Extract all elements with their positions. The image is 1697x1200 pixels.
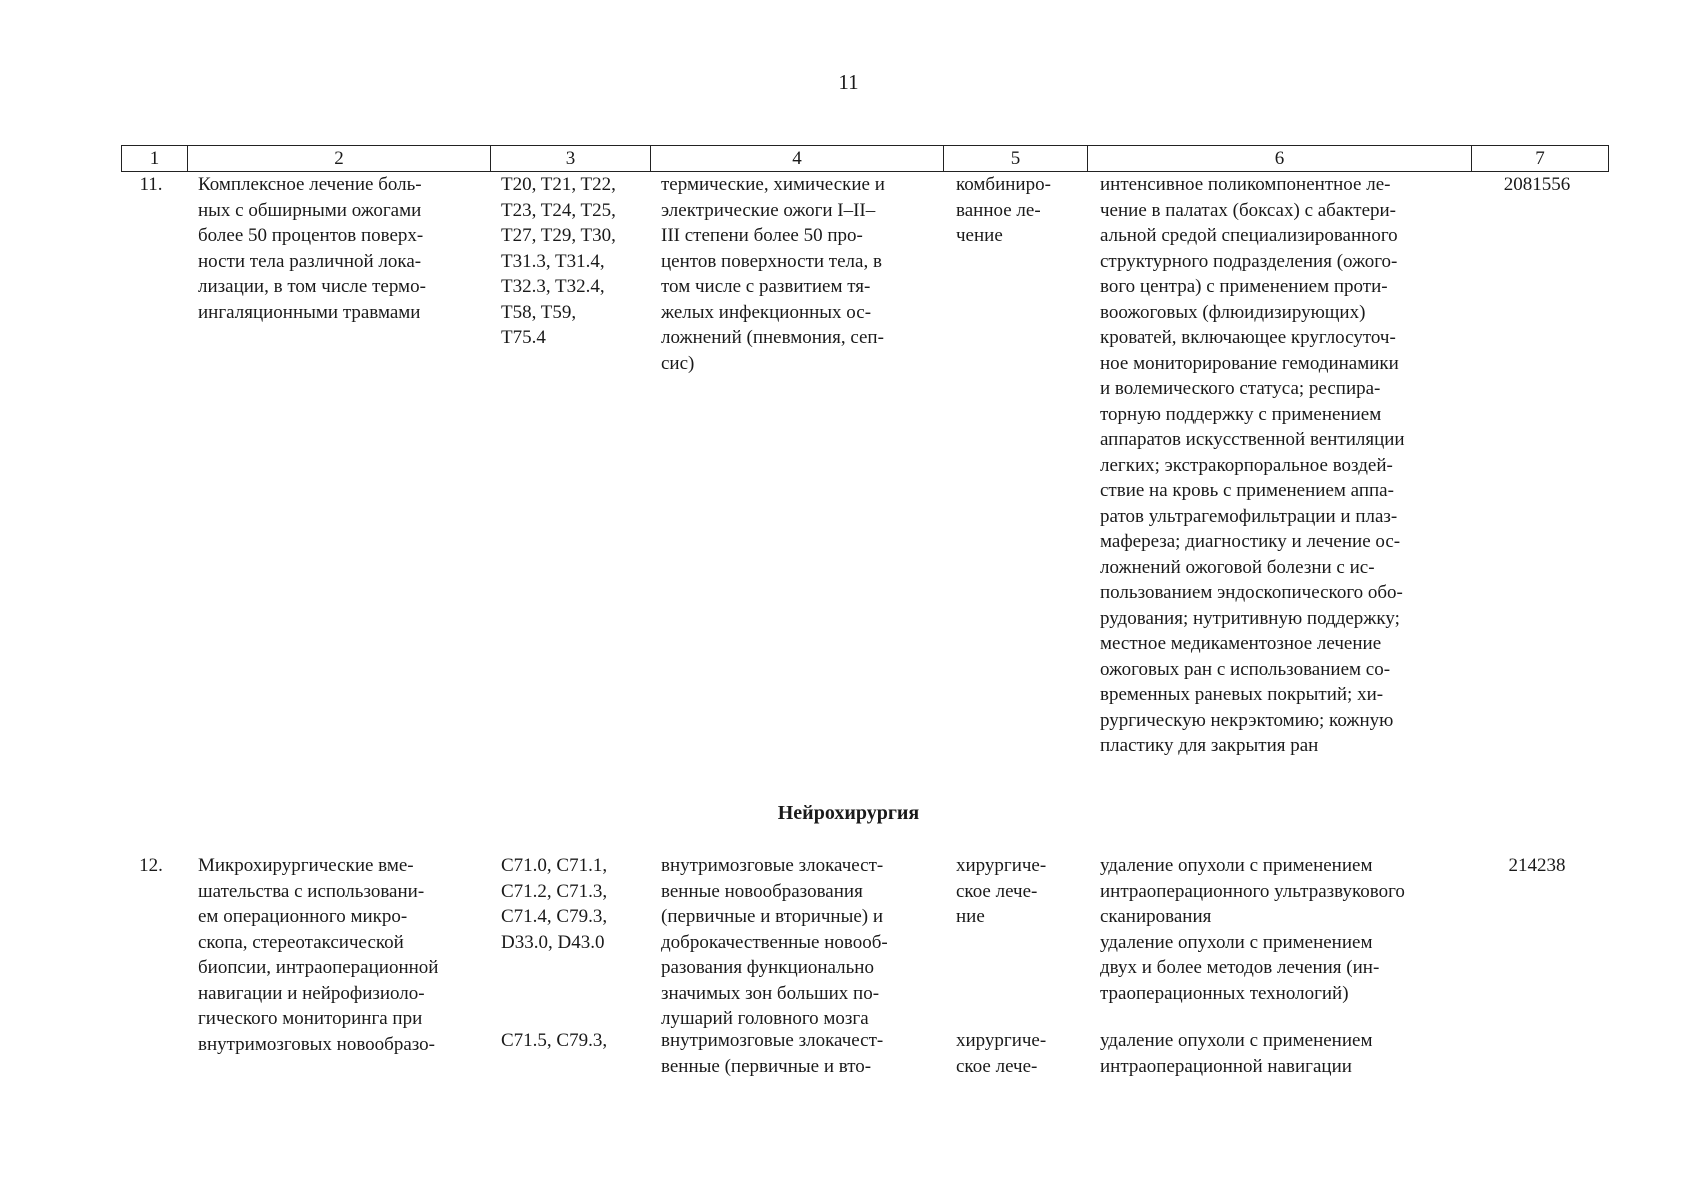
treatment-method: интенсивное поликомпонентное ле- чение в палатах (боксах) с абактери- альной средой специализированного структурного подразделения (ожого- вого центра) с применением проти- воожоговых (флюидизирующих) кроватей, включающее круглосуточ- ное мониторирование гемодинамики и волемического статуса; респира- торную поддержку с применением аппаратов искусственной вентиляции легких; экстракорпоральное воздей- ствие на кровь с применением аппа- ратов ультрагемофильтрации и плаз- мафереза; диагностику и лечение ос- ложнений ожоговой болезни с ис- пользованием эндоскопического обо- рудования; нутритивную поддержку; местное медикаментозное лечение ожоговых ран с использованием со- временных раневых покрытий; хи- рургическую некрэктомию; кожную пластику для закрытия ран [1100, 174, 1405, 756]
norm-cost: 2081556 [1503, 174, 1571, 195]
patient-model: внутримозговые злокачест- венные новообразования (первичные и вторичные) и доброкачественные новооб- разования функционально значимых зон больших по- лушарий головного мозга [661, 855, 888, 1029]
icd-codes: C71.0, C71.1, C71.2, C71.3, C71.4, C79.3, D33.0, D43.0 [501, 855, 608, 953]
treatment-type: комбиниро- ванное ле- чение [956, 174, 1051, 246]
treatment-type: хирургиче- ское лече- ние [956, 855, 1047, 927]
patient-model: внутримозговые злокачест- венные (первичные и вто- [661, 1030, 884, 1077]
row-number: 11. [139, 174, 163, 195]
icd-codes: T20, T21, T22, T23, T24, T25, T27, T29, T30, T31.3, T31.4, T32.3, T32.4, T58, T59, T75.4 [501, 174, 616, 348]
column-header-2: 2 [188, 146, 491, 172]
page-number: 11 [838, 70, 859, 94]
column-number-header [121, 145, 1609, 172]
norm-cost: 214238 [1508, 855, 1566, 876]
column-header-4: 4 [651, 146, 944, 172]
care-type-name: Комплексное лечение боль- ных с обширными ожогами более 50 процентов поверх- ности тела различной лока- лизации, в том числе термо- ингаляционными травмами [198, 174, 426, 323]
column-header-1: 1 [122, 146, 188, 172]
treatment-method: удаление опухоли с применением интраоперационного ультразвукового сканирования удаление опухоли с применением двух и более методов лечения (ин- траоперационных технологий) [1100, 855, 1405, 1004]
care-type-name: Микрохирургические вме- шательства с использовани- ем операционного микро- скопа, стереотаксической биопсии, интраоперационной навигации и нейрофизиоло- гического мониторинга при внутримозговых новообразо- [198, 855, 439, 1055]
treatment-type: хирургиче- ское лече- [956, 1030, 1047, 1077]
icd-codes: C71.5, C79.3, [501, 1030, 608, 1051]
column-header-5: 5 [944, 146, 1088, 172]
treatment-method: удаление опухоли с применением интраоперационной навигации [1100, 1030, 1373, 1077]
patient-model: термические, химические и электрические ожоги I–II– III степени более 50 про- центов поверхности тела, в том числе с развитием тя- желых инфекционных ос- ложнений (пневмония, сеп- сис) [661, 174, 885, 374]
column-header-7: 7 [1472, 146, 1609, 172]
row-number: 12. [139, 855, 163, 876]
column-header-6: 6 [1088, 146, 1472, 172]
column-header-3: 3 [491, 146, 651, 172]
section-title: Нейрохирургия [777, 802, 920, 824]
